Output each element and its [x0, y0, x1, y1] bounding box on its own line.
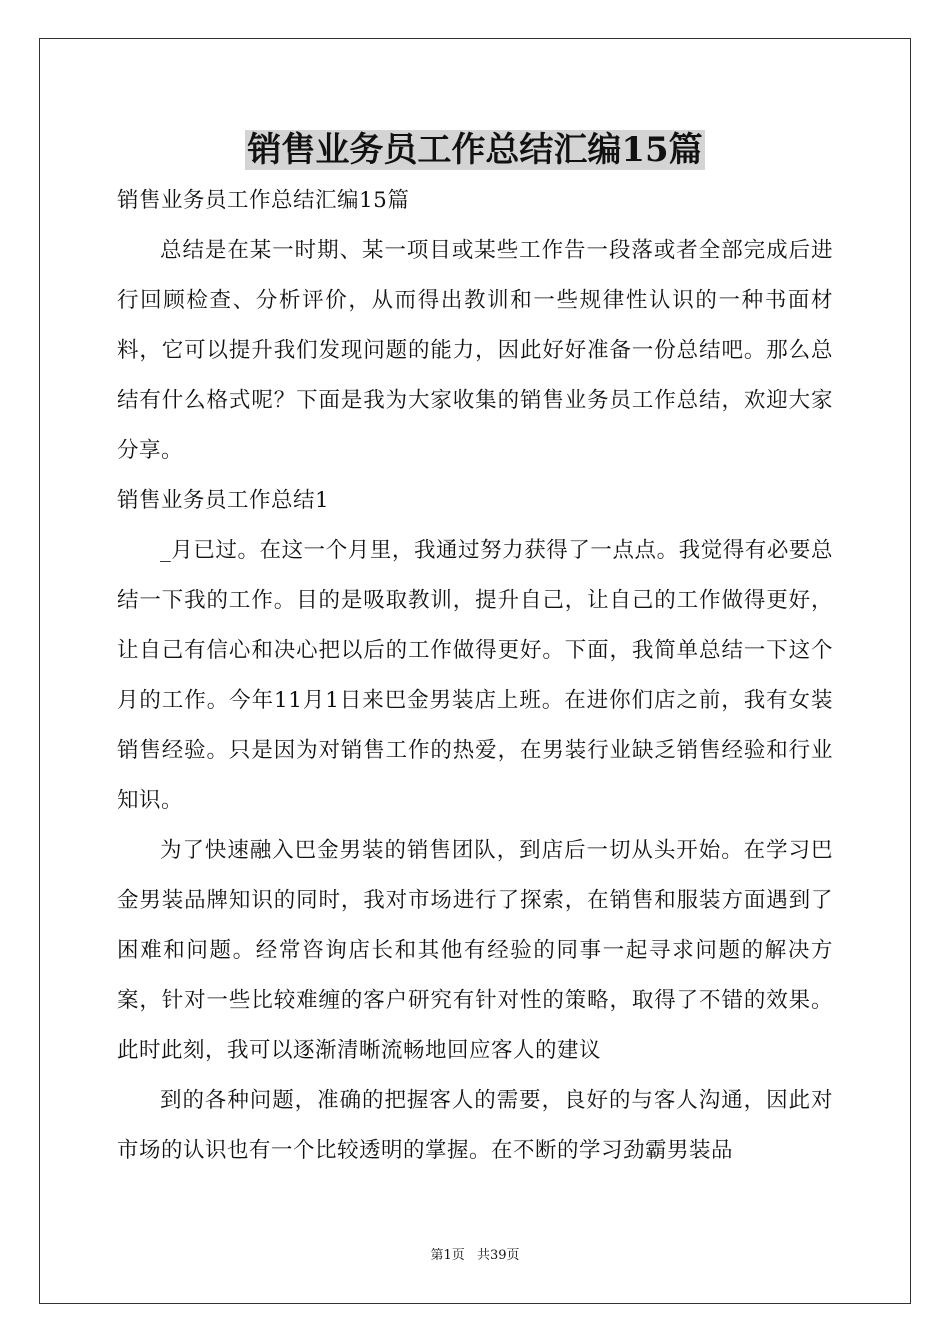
document-body: [117, 176, 833, 1176]
body-paragraph: _月已过。在这一个月里，我通过努力获得了一点点。我觉得有必要总结一下我的工作。目的是吸取教训，提升自己，让自己的工作做得更好，让自己有信心和决心把以后的工作做得更好。下面，我简单总结一下这个月的工作。今年11月1日来巴金男装店上班。在进你们店之前，我有女装销售经验。只是因为对销售工作的热爱，在男装行业缺乏销售经验和行业知识。: [117, 538, 833, 813]
page-number: 第1页: [430, 1248, 465, 1263]
page-total: 共39页: [476, 1248, 520, 1263]
document-title: [0, 126, 950, 174]
page-footer: [0, 1246, 950, 1266]
body-paragraph: 为了快速融入巴金男装的销售团队，到店后一切从头开始。在学习巴金男装品牌知识的同时，我对市场进行了探索，在销售和服装方面遇到了困难和问题。经常咨询店长和其他有经验的同事一起寻求问题的解决方案，针对一些比较难缠的客户研究有针对性的策略，取得了不错的效果。此时此刻，我可以逐渐清晰流畅地回应客人的建议: [117, 838, 833, 1063]
body-paragraph: 到的各种问题，准确的把握客人的需要，良好的与客人沟通，因此对市场的认识也有一个比较透明的掌握。在不断的学习劲霸男装品: [117, 1088, 833, 1163]
document-title-text: 销售业务员工作总结汇编15篇: [247, 130, 703, 170]
section-heading: 销售业务员工作总结1: [117, 488, 330, 513]
subtitle-line: 销售业务员工作总结汇编15篇: [117, 188, 410, 213]
intro-paragraph: 总结是在某一时期、某一项目或某些工作告一段落或者全部完成后进行回顾检查、分析评价，从而得出教训和一些规律性认识的一种书面材料，它可以提升我们发现问题的能力，因此好好准备一份总结吧。那么总结有什么格式呢？下面是我为大家收集的销售业务员工作总结，欢迎大家分享。: [117, 238, 833, 463]
